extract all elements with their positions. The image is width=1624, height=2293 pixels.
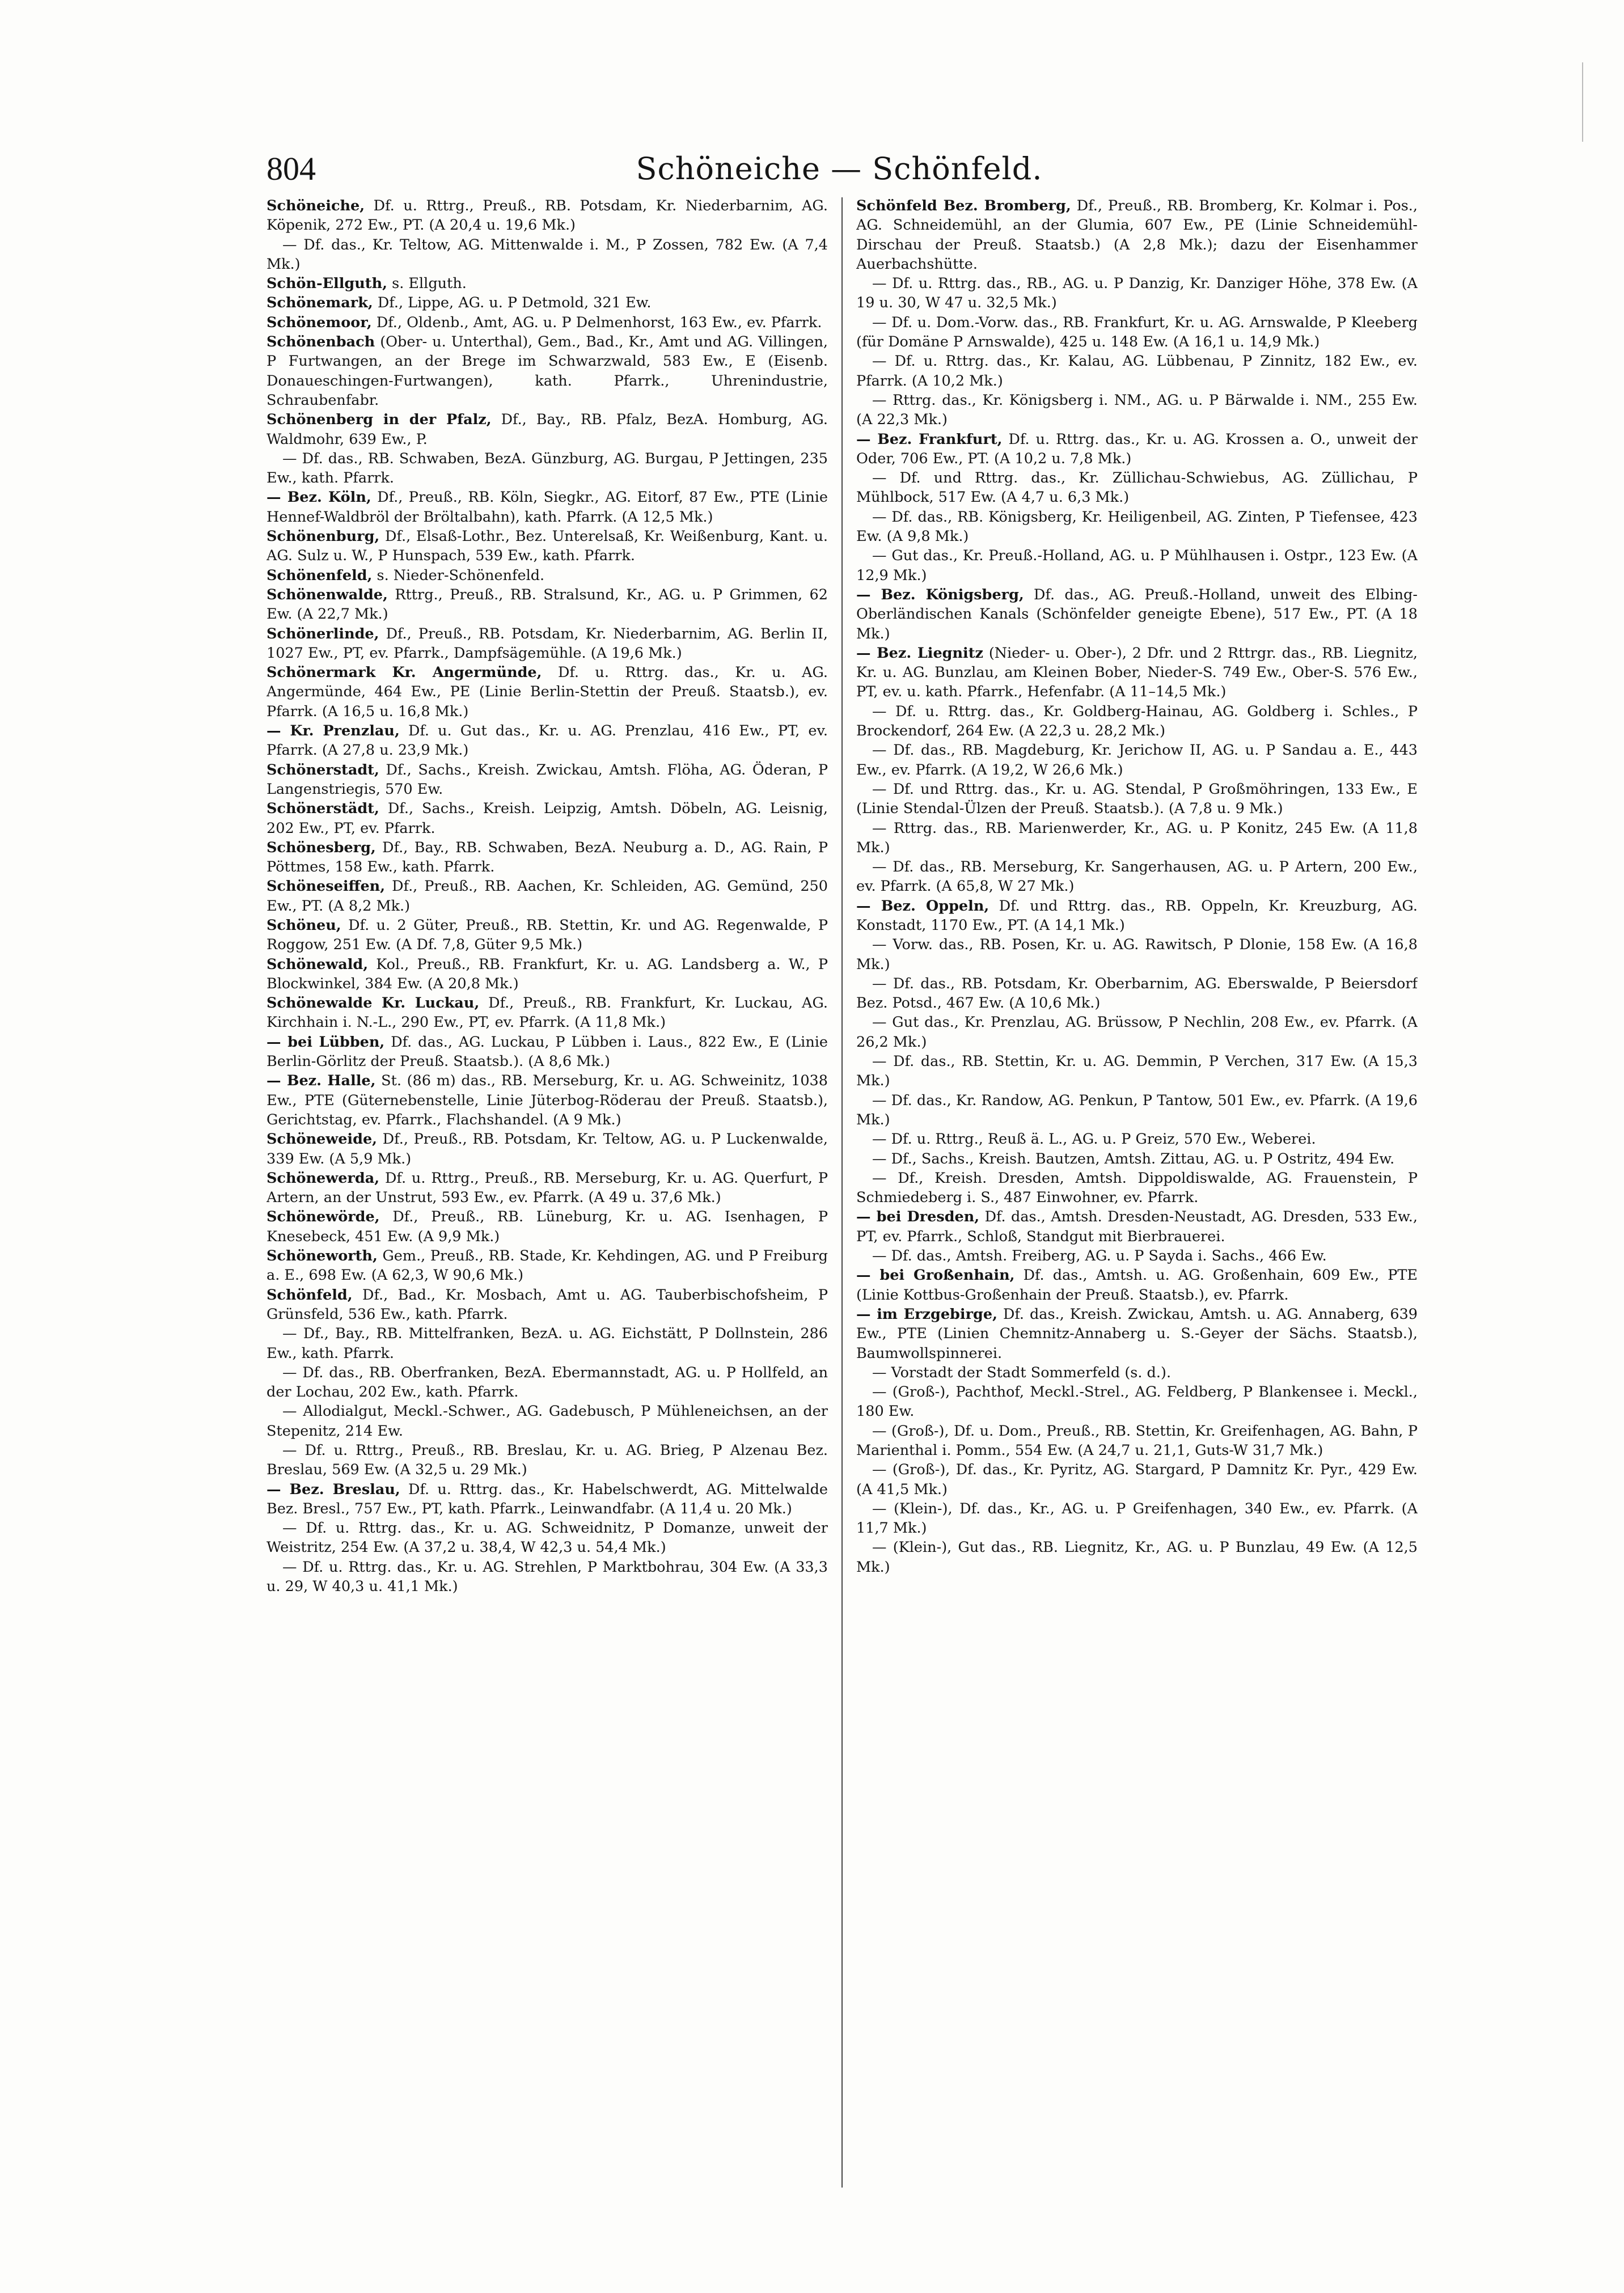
entry-text: Df., Preuß., RB. Lüneburg, Kr. u. AG. Isenhagen, P Knesebeck, 451 Ew. (A 9,9 Mk.)	[267, 1208, 828, 1245]
gazetteer-entry	[267, 196, 828, 235]
entry-text: — Df. u. Rttrg. das., RB., AG. u. P Danzig, Kr. Danziger Höhe, 378 Ew. (A 19 u. 30, W 47 u. 32,5 Mk.)	[856, 275, 1418, 312]
gazetteer-entry	[267, 1207, 828, 1246]
gazetteer-entry	[267, 1129, 828, 1169]
gazetteer-entry	[856, 1499, 1418, 1538]
entry-text: — Df. u. Rttrg. das., Kr. Goldberg-Hainau, AG. Goldberg i. Schles., P Brockendorf, 264 Ew. (A 22,3 u. 28,2 Mk.)	[856, 703, 1418, 740]
entry-text: — (Groß-), Df. u. Dom., Preuß., RB. Stettin, Kr. Greifenhagen, AG. Bahn, P Marienthal i. Pomm., 554 Ew. (A 24,7 u. 21,1, Guts-W 31,7 Mk.)	[856, 1422, 1418, 1459]
entry-text: Df. das., AG. Preuß.-Holland, unweit des Elbing-Oberländischen Kanals (Schönfelder geneigte Ebene), 517 Ew., PT. (A 18 Mk.)	[856, 586, 1418, 642]
gazetteer-entry	[856, 585, 1418, 644]
gazetteer-entry	[267, 449, 828, 488]
column-divider	[841, 197, 843, 2188]
entry-headword: Schönerstädt,	[267, 800, 379, 818]
gazetteer-entry	[267, 1071, 828, 1129]
entry-headword: — im Erzgebirge,	[856, 1305, 997, 1323]
entry-text: — Df. das., RB. Oberfranken, BezA. Ebermannstadt, AG. u. P Hollfeld, an der Lochau, 202 Ew., kath. Pfarrk.	[267, 1364, 828, 1401]
gazetteer-entry	[267, 1363, 828, 1402]
entry-text: — (Klein-), Df. das., Kr., AG. u. P Greifenhagen, 340 Ew., ev. Pfarrk. (A 11,7 Mk.)	[856, 1500, 1418, 1537]
page-edge-mark	[1582, 62, 1588, 142]
gazetteer-entry	[267, 955, 828, 994]
entry-text: — (Klein-), Gut das., RB. Liegnitz, Kr., AG. u. P Bunzlau, 49 Ew. (A 12,5 Mk.)	[856, 1539, 1418, 1576]
gazetteer-entry	[856, 1091, 1418, 1130]
gazetteer-entry	[856, 1149, 1418, 1169]
entry-text: Df. u. Rttrg. das., Kr. Habelschwerdt, AG. Mittelwalde Bez. Bresl., 757 Ew., PT, kath. Pfarrk., Leinwandfabr. (A 11,4 u. 20 Mk.)	[267, 1480, 828, 1517]
entry-text: — Vorstadt der Stadt Sommerfeld (s. d.).	[872, 1364, 1172, 1381]
entry-headword: Schönerstadt,	[267, 761, 379, 779]
gazetteer-entry	[267, 760, 828, 799]
entry-headword: Schönermark Kr. Angermünde,	[267, 664, 542, 682]
gazetteer-entry	[267, 1402, 828, 1441]
gazetteer-entry	[856, 1052, 1418, 1091]
gazetteer-entry	[856, 391, 1418, 430]
entry-text: — Df. das., Kr. Randow, AG. Penkun, P Tantow, 501 Ew., ev. Pfarrk. (A 19,6 Mk.)	[856, 1091, 1418, 1128]
entry-headword: — Bez. Köln,	[267, 489, 371, 506]
gazetteer-entry	[856, 1382, 1418, 1422]
entry-headword: Schönenfeld,	[267, 566, 373, 584]
entry-headword: — Kr. Prenzlau,	[267, 722, 400, 740]
entry-headword: — bei Dresden,	[856, 1208, 980, 1226]
entry-headword: — Bez. Königsberg,	[856, 586, 1024, 603]
entry-headword: Schönenbach	[267, 333, 375, 351]
gazetteer-entry	[267, 1246, 828, 1285]
gazetteer-entry	[856, 896, 1418, 936]
entry-headword: Schöneseiffen,	[267, 878, 386, 895]
gazetteer-entry	[267, 721, 828, 760]
entry-text: s. Ellguth.	[392, 275, 467, 293]
gazetteer-entry	[267, 1558, 828, 1597]
entry-text: Df. u. Rttrg., Preuß., RB. Merseburg, Kr. u. AG. Querfurt, P Artern, an der Unstrut, 593 Ew., ev. Pfarrk. (A 49 u. 37,6 Mk.)	[267, 1169, 828, 1207]
entry-text: Df., Sachs., Kreish. Zwickau, Amtsh. Flöha, AG. Öderan, P Langenstriegis, 570 Ew.	[267, 761, 828, 798]
gazetteer-entry	[856, 468, 1418, 507]
gazetteer-entry	[856, 644, 1418, 702]
entry-text: — Df. u. Dom.-Vorw. das., RB. Frankfurt, Kr. u. AG. Arnswalde, P Kleeberg (für Domäne P Arnswalde), 425 u. 148 Ew. (A 16,1 u. 14,9 Mk.)	[856, 314, 1418, 351]
entry-headword: Schönenburg,	[267, 528, 380, 545]
entry-text: Gem., Preuß., RB. Stade, Kr. Kehdingen, AG. und P Freiburg a. E., 698 Ew. (A 62,3, W 90,6 Mk.)	[267, 1247, 828, 1284]
entry-text: — Df. u. Rttrg. das., Kr. u. AG. Strehlen, P Marktbohrau, 304 Ew. (A 33,3 u. 29, W 40,3 u. 41,1 Mk.)	[267, 1558, 828, 1596]
gazetteer-entry	[856, 1305, 1418, 1363]
entry-headword: Schöneworth,	[267, 1247, 378, 1265]
gazetteer-entry	[856, 313, 1418, 352]
entry-text: — Df. das., Kr. Teltow, AG. Mittenwalde i. M., P Zossen, 782 Ew. (A 7,4 Mk.)	[267, 236, 828, 273]
entry-text: Df., Preuß., RB. Aachen, Kr. Schleiden, AG. Gemünd, 250 Ew., PT. (A 8,2 Mk.)	[267, 878, 828, 915]
entry-headword: — Bez. Halle,	[267, 1072, 376, 1090]
entry-text: St. (86 m) das., RB. Merseburg, Kr. u. AG. Schweinitz, 1038 Ew., PTE (Güternebenstelle, Linie Jüterbog-Röderau der Preuß. Staatsb.), Gerichtstag, ev. Pfarrk., Flachshandel. (A 9 Mk.)	[267, 1072, 828, 1128]
entry-text: (Ober- u. Unterthal), Gem., Bad., Kr., Amt und AG. Villingen, P Furtwangen, an der Brege im Schwarzwald, 583 Ew., E (Eisenb. Donaueschingen-Furtwangen), kath. Pfarrk., Uhrenindustrie, Schraubenfabr.	[267, 333, 828, 409]
page-header	[267, 146, 1412, 192]
entry-headword: Schönenwalde,	[267, 586, 388, 603]
gazetteer-entry	[267, 410, 828, 449]
entry-headword: — bei Großenhain,	[856, 1267, 1015, 1284]
entry-text: Kol., Preuß., RB. Frankfurt, Kr. u. AG. Landsberg a. W., P Blockwinkel, 384 Ew. (A 20,8 Mk.)	[267, 955, 828, 992]
entry-text: Df. das., Amtsh. Dresden-Neustadt, AG. Dresden, 533 Ew., PT, ev. Pfarrk., Schloß, Standgut mit Bierbrauerei.	[856, 1208, 1418, 1245]
entry-headword: Schöneweide,	[267, 1131, 378, 1148]
entry-text: Rttrg., Preuß., RB. Stralsund, Kr., AG. u. P Grimmen, 62 Ew. (A 22,7 Mk.)	[267, 586, 828, 623]
entry-text: — (Groß-), Pachthof, Meckl.-Strel., AG. Feldberg, P Blankensee i. Meckl., 180 Ew.	[856, 1384, 1418, 1420]
entry-text: — Rttrg. das., RB. Marienwerder, Kr., AG. u. P Konitz, 245 Ew. (A 11,8 Mk.)	[856, 819, 1418, 856]
gazetteer-entry	[856, 1207, 1418, 1246]
left-column	[267, 196, 828, 2192]
entry-text: — Gut das., Kr. Prenzlau, AG. Brüssow, P Nechlin, 208 Ew., ev. Pfarrk. (A 26,2 Mk.)	[856, 1014, 1418, 1051]
gazetteer-entry	[856, 1013, 1418, 1052]
gazetteer-entry	[856, 274, 1418, 313]
entry-text: Df., Bay., RB. Schwaben, BezA. Neuburg a. D., AG. Rain, P Pöttmes, 158 Ew., kath. Pfarrk.	[267, 839, 828, 876]
entry-text: Df. das., Kreish. Zwickau, Amtsh. u. AG. Annaberg, 639 Ew., PTE (Linien Chemnitz-Annaberg u. S.-Geyer der Sächs. Staatsb.), Baumwollspinnerei.	[856, 1305, 1418, 1362]
entry-text: Df. und Rttrg. das., RB. Oppeln, Kr. Kreuzburg, AG. Konstadt, 1170 Ew., PT. (A 14,1 Mk.)	[856, 897, 1418, 934]
entry-text: — Df. und Rttrg. das., Kr. Züllichau-Schwiebus, AG. Züllichau, P Mühlbock, 517 Ew. (A 4,7 u. 6,3 Mk.)	[856, 469, 1418, 506]
entry-text: Df. das., AG. Luckau, P Lübben i. Laus., 822 Ew., E (Linie Berlin-Görlitz der Preuß. Staatsb.). (A 8,6 Mk.)	[267, 1033, 828, 1071]
gazetteer-entry	[267, 1324, 828, 1363]
entry-text: — Df. das., RB. Schwaben, BezA. Günzburg, AG. Burgau, P Jettingen, 235 Ew., kath. Pfarrk.	[267, 450, 828, 487]
entry-headword: Schönewörde,	[267, 1208, 380, 1226]
gazetteer-entry	[856, 1363, 1418, 1382]
gazetteer-entry	[267, 799, 828, 838]
gazetteer-entry	[856, 196, 1418, 274]
gazetteer-entry	[856, 857, 1418, 896]
entry-text: — Df. das., RB. Königsberg, Kr. Heiligenbeil, AG. Zinten, P Tiefensee, 423 Ew. (A 9,8 Mk.)	[856, 508, 1418, 545]
entry-headword: Schönenberg in der Pfalz,	[267, 411, 492, 429]
entry-text: — Vorw. das., RB. Posen, Kr. u. AG. Rawitsch, P Dlonie, 158 Ew. (A 16,8 Mk.)	[856, 936, 1418, 973]
entry-headword: Schöneiche,	[267, 197, 365, 214]
entry-headword: Schönfeld Bez. Bromberg,	[856, 197, 1071, 214]
entry-text: Df., Sachs., Kreish. Leipzig, Amtsh. Döbeln, AG. Leisnig, 202 Ew., PT, ev. Pfarrk.	[267, 800, 828, 837]
gazetteer-entry	[856, 935, 1418, 974]
entry-headword: Schönewerda,	[267, 1169, 380, 1187]
gazetteer-entry	[267, 585, 828, 624]
entry-text: — Df., Bay., RB. Mittelfranken, BezA. u. AG. Eichstätt, P Dollnstein, 286 Ew., kath. Pfarrk.	[267, 1325, 828, 1362]
entry-text: — Gut das., Kr. Preuß.-Holland, AG. u. P Mühlhausen i. Ostpr., 123 Ew. (A 12,9 Mk.)	[856, 547, 1418, 584]
entry-text: Df. u. 2 Güter, Preuß., RB. Stettin, Kr. und AG. Regenwalde, P Roggow, 251 Ew. (A Df. 7,8, Güter 9,5 Mk.)	[267, 916, 828, 954]
entry-text: Df. u. Rttrg. das., Kr. u. AG. Krossen a. O., unweit der Oder, 706 Ew., PT. (A 10,2 u. 7,8 Mk.)	[856, 430, 1418, 467]
gazetteer-entry	[267, 332, 828, 410]
page-number: 804	[267, 150, 316, 187]
entry-text: — (Groß-), Df. das., Kr. Pyritz, AG. Stargard, P Damnitz Kr. Pyr., 429 Ew. (A 41,5 Mk.)	[856, 1461, 1418, 1498]
entry-text: — Df. das., RB. Potsdam, Kr. Oberbarnim, AG. Eberswalde, P Beiersdorf Bez. Potsd., 467 Ew. (A 10,6 Mk.)	[856, 975, 1418, 1012]
gazetteer-entry	[856, 507, 1418, 547]
entry-text: Df., Bay., RB. Pfalz, BezA. Homburg, AG. Waldmohr, 639 Ew., P.	[267, 411, 828, 448]
gazetteer-entry	[267, 527, 828, 566]
entry-text: Df. u. Rttrg. das., Kr. u. AG. Angermünde, 464 Ew., PE (Linie Berlin-Stettin der Preuß. Staatsb.), ev. Pfarrk. (A 16,5 u. 16,8 Mk.)	[267, 664, 828, 720]
entry-text: Df. das., Amtsh. u. AG. Großenhain, 609 Ew., PTE (Linie Kottbus-Großenhain der Preuß. Staatsb.), ev. Pfarrk.	[856, 1267, 1418, 1304]
gazetteer-entry	[856, 1266, 1418, 1305]
gazetteer-entry	[856, 702, 1418, 741]
gazetteer-entry	[267, 274, 828, 293]
entry-text: (Nieder- u. Ober-), 2 Dfr. und 2 Rttrgr. das., RB. Liegnitz, Kr. u. AG. Bunzlau, am Kleinen Bober, Nieder-S. 749 Ew., Ober-S. 576 Ew., PT, ev. u. kath. Pfarrk., Hefenfabr. (A 11–14,5 Mk.)	[856, 644, 1418, 701]
entry-text: — Df. das., RB. Stettin, Kr. u. AG. Demmin, P Verchen, 317 Ew. (A 15,3 Mk.)	[856, 1053, 1418, 1090]
entry-text: Df., Oldenb., Amt, AG. u. P Delmenhorst, 163 Ew., ev. Pfarrk.	[376, 314, 822, 331]
entry-headword: Schönesberg,	[267, 839, 376, 856]
gazetteer-entry	[856, 974, 1418, 1013]
entry-text: — Df. u. Rttrg. das., Kr. Kalau, AG. Lübbenau, P Zinnitz, 182 Ew., ev. Pfarrk. (A 10,2 Mk.)	[856, 353, 1418, 390]
gazetteer-entry	[267, 916, 828, 955]
gazetteer-entry	[267, 877, 828, 916]
gazetteer-entry	[856, 1538, 1418, 1577]
entry-headword: — bei Lübben,	[267, 1033, 385, 1051]
gazetteer-entry	[267, 663, 828, 721]
entry-text: — Rttrg. das., Kr. Königsberg i. NM., AG. u. P Bärwalde i. NM., 255 Ew. (A 22,3 Mk.)	[856, 391, 1418, 429]
entry-headword: Schönerlinde,	[267, 625, 379, 642]
gazetteer-entry	[856, 430, 1418, 469]
gazetteer-entry	[267, 313, 828, 332]
entry-text: — Df., Kreish. Dresden, Amtsh. Dippoldiswalde, AG. Frauenstein, P Schmiedeberg i. S., 487 Einwohner, ev. Pfarrk.	[856, 1169, 1418, 1207]
entry-text: — Df. das., Amtsh. Freiberg, AG. u. P Sayda i. Sachs., 466 Ew.	[872, 1247, 1327, 1265]
entry-headword: — Bez. Liegnitz	[856, 644, 983, 662]
entry-headword: — Bez. Oppeln,	[856, 897, 989, 915]
gazetteer-entry	[856, 1460, 1418, 1499]
entry-text: — Df., Sachs., Kreish. Bautzen, Amtsh. Zittau, AG. u. P Ostritz, 494 Ew.	[872, 1150, 1395, 1167]
gazetteer-entry	[856, 1169, 1418, 1208]
entry-headword: Schönfeld,	[267, 1286, 353, 1304]
entry-headword: Schönewald,	[267, 955, 369, 973]
entry-text: Df., Elsaß-Lothr., Bez. Unterelsaß, Kr. Weißenburg, Kant. u. AG. Sulz u. W., P Hunspach, 539 Ew., kath. Pfarrk.	[267, 528, 828, 565]
entry-text: — Df. u. Rttrg. das., Kr. u. AG. Schweidnitz, P Domanze, unweit der Weistritz, 254 Ew. (A 37,2 u. 38,4, W 42,3 u. 54,4 Mk.)	[267, 1520, 828, 1556]
gazetteer-entry	[267, 1169, 828, 1208]
entry-text: Df., Preuß., RB. Frankfurt, Kr. Luckau, AG. Kirchhain i. N.-L., 290 Ew., PT, ev. Pfarrk. (A 11,8 Mk.)	[267, 995, 828, 1031]
gazetteer-entry	[267, 1518, 828, 1558]
gazetteer-entry	[856, 1129, 1418, 1149]
gazetteer-entry	[267, 566, 828, 585]
entry-headword: — Bez. Frankfurt,	[856, 430, 1003, 448]
entry-headword: Schöneu,	[267, 916, 341, 934]
entry-text: — Df. das., RB. Magdeburg, Kr. Jerichow II, AG. u. P Sandau a. E., 443 Ew., ev. Pfarrk. (A 19,2, W 26,6 Mk.)	[856, 742, 1418, 779]
gazetteer-entry	[267, 838, 828, 877]
gazetteer-entry	[267, 1441, 828, 1480]
entry-headword: Schönewalde Kr. Luckau,	[267, 995, 480, 1012]
right-column	[856, 196, 1418, 2192]
gazetteer-entry	[267, 993, 828, 1033]
gazetteer-entry	[856, 741, 1418, 780]
entry-text: — Df. u. Rttrg., Reuß ä. L., AG. u. P Greiz, 570 Ew., Weberei.	[872, 1131, 1316, 1148]
gazetteer-entry	[267, 1285, 828, 1325]
gazetteer-entry	[856, 1246, 1418, 1266]
gazetteer-entry	[267, 488, 828, 527]
gazetteer-entry	[856, 780, 1418, 819]
gazetteer-entry	[267, 1480, 828, 1519]
gazetteer-entry	[267, 235, 828, 274]
entry-text: Df., Preuß., RB. Potsdam, Kr. Teltow, AG. u. P Luckenwalde, 339 Ew. (A 5,9 Mk.)	[267, 1131, 828, 1167]
gazetteer-entry	[856, 352, 1418, 391]
gazetteer-entry	[267, 1033, 828, 1072]
entry-text: Df., Preuß., RB. Köln, Siegkr., AG. Eitorf, 87 Ew., PTE (Linie Hennef-Waldbröl der Bröltalbahn), kath. Pfarrk. (A 12,5 Mk.)	[267, 489, 828, 526]
entry-text: — Df. u. Rttrg., Preuß., RB. Breslau, Kr. u. AG. Brieg, P Alzenau Bez. Breslau, 569 Ew. (A 32,5 u. 29 Mk.)	[267, 1442, 828, 1479]
gazetteer-entry	[856, 546, 1418, 585]
entry-headword: Schön-Ellguth,	[267, 275, 387, 293]
entry-text: Df., Lippe, AG. u. P Detmold, 321 Ew.	[377, 294, 652, 312]
entry-text: Df., Bad., Kr. Mosbach, Amt u. AG. Tauberbischofsheim, P Grünsfeld, 536 Ew., kath. Pfarrk.	[267, 1286, 828, 1323]
entry-text: Df., Preuß., RB. Bromberg, Kr. Kolmar i. Pos., AG. Schneidemühl, an der Glumia, 607 Ew., PE (Linie Schneidemühl-Dirschau der Preuß. Staatsb.) (A 2,8 Mk.); dazu der Eisenhammer Auerbachshütte.	[856, 197, 1418, 273]
gazetteer-entry	[856, 1422, 1418, 1461]
entry-text: Df., Preuß., RB. Potsdam, Kr. Niederbarnim, AG. Berlin II, 1027 Ew., PT, ev. Pfarrk., Dampfsägemühle. (A 19,6 Mk.)	[267, 625, 828, 662]
entry-text: — Allodialgut, Meckl.-Schwer., AG. Gadebusch, P Mühleneichsen, an der Stepenitz, 214 Ew.	[267, 1403, 828, 1440]
entry-headword: — Bez. Breslau,	[267, 1480, 400, 1498]
entry-text: — Df. das., RB. Merseburg, Kr. Sangerhausen, AG. u. P Artern, 200 Ew., ev. Pfarrk. (A 65,8, W 27 Mk.)	[856, 858, 1418, 895]
entry-text: — Df. und Rttrg. das., Kr. u. AG. Stendal, P Großmöhringen, 133 Ew., E (Linie Stendal-Ülzen der Preuß. Staatsb.). (A 7,8 u. 9 Mk.)	[856, 780, 1418, 818]
entry-headword: Schönemoor,	[267, 314, 372, 331]
gazetteer-entry	[267, 624, 828, 663]
entry-text: s. Nieder-Schönenfeld.	[377, 566, 545, 584]
entry-headword: Schönemark,	[267, 294, 373, 312]
gazetteer-entry	[856, 819, 1418, 858]
gazetteer-entry	[267, 293, 828, 312]
entry-text: Df. u. Gut das., Kr. u. AG. Prenzlau, 416 Ew., PT, ev. Pfarrk. (A 27,8 u. 23,9 Mk.)	[267, 722, 828, 759]
running-title: Schöneiche — Schönfeld.	[636, 151, 1043, 187]
entry-text: Df. u. Rttrg., Preuß., RB. Potsdam, Kr. Niederbarnim, AG. Köpenik, 272 Ew., PT. (A 20,4 u. 19,6 Mk.)	[267, 197, 828, 234]
